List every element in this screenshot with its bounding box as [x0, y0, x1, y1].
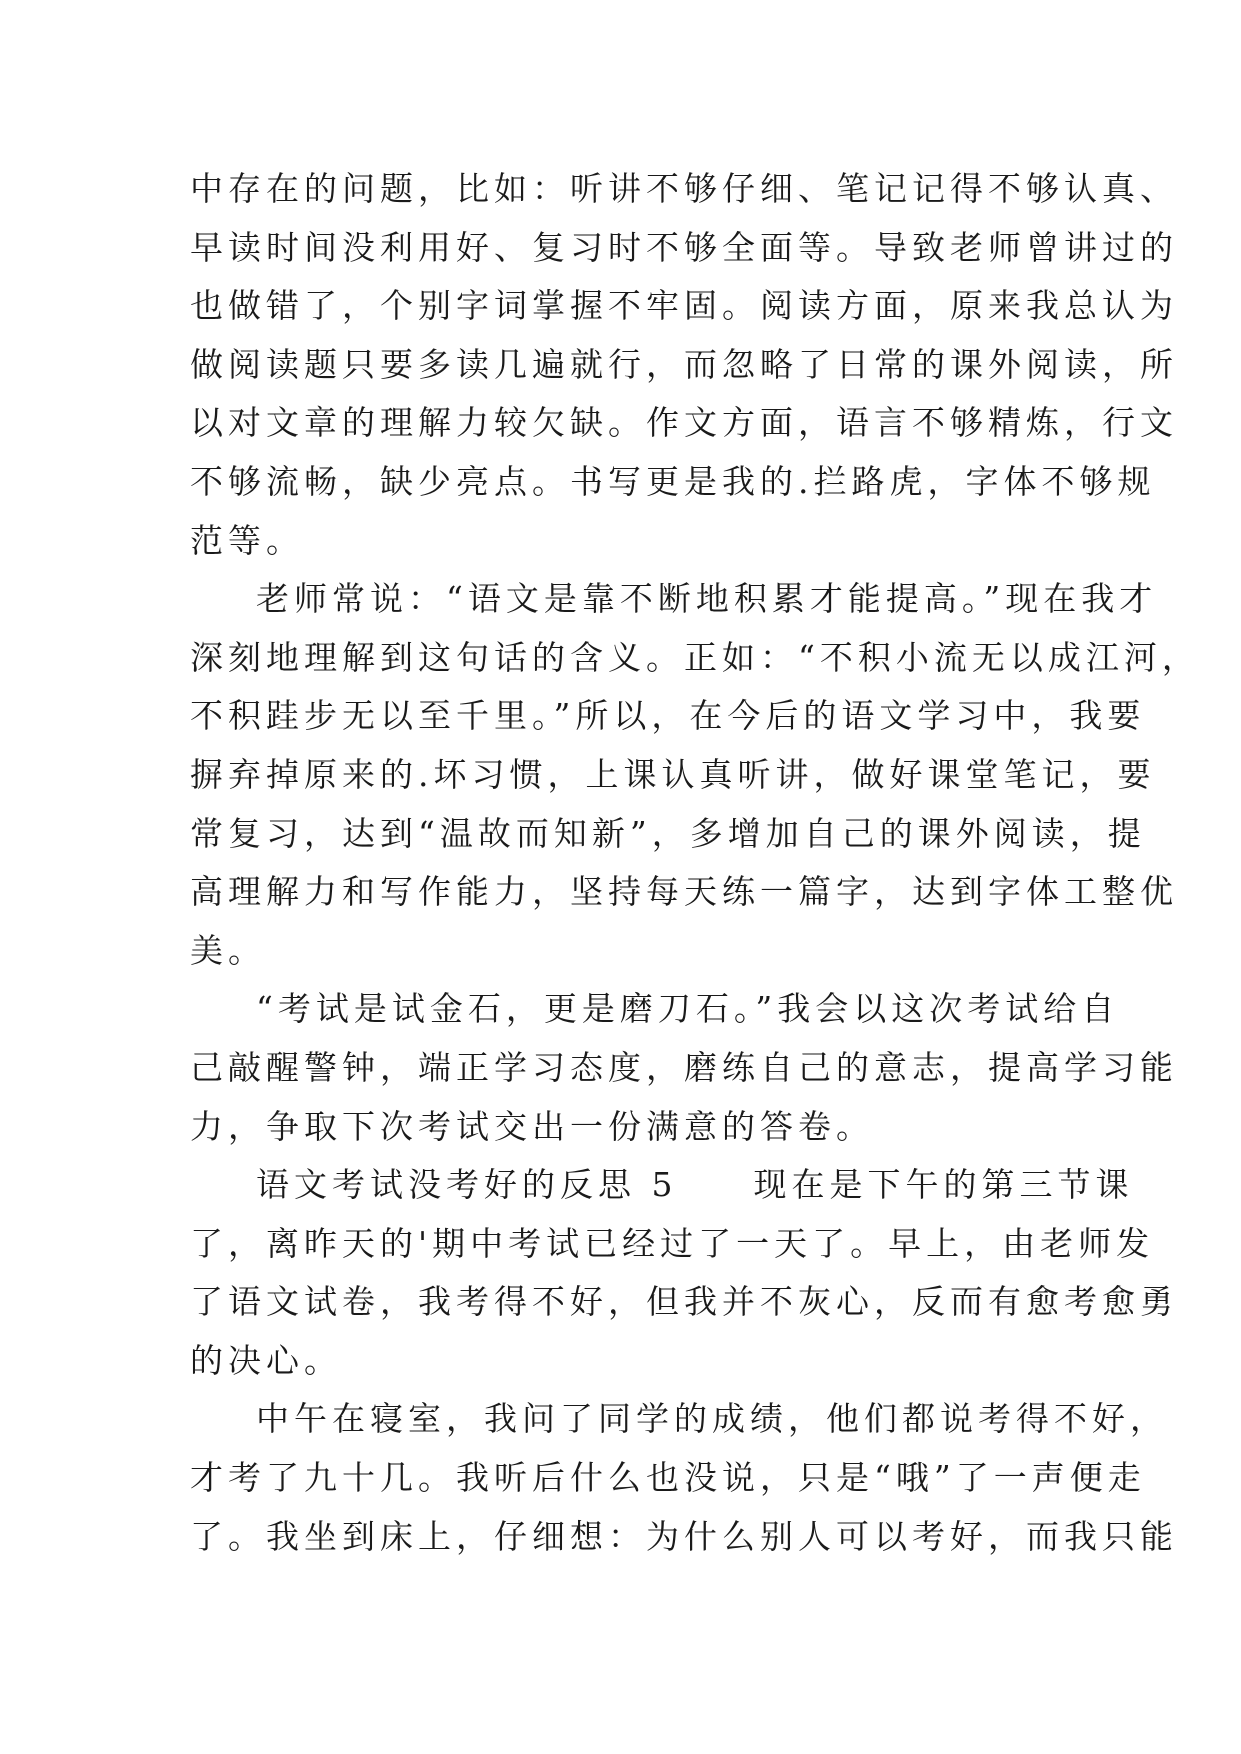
text-line: 才考了九十几。我听后什么也没说，只是“哦”了一声便走 [190, 1458, 1146, 1498]
text-line: 不积跬步无以至千里。”所以，在今后的语文学习中，我要 [190, 696, 1146, 736]
text-line: 做阅读题只要多读几遍就行，而忽略了日常的课外阅读，所 [190, 344, 1178, 384]
document-body [190, 160, 1200, 1566]
paragraph-start-line: 老师常说：“语文是靠不断地积累才能提高。”现在我才 [256, 579, 1158, 619]
text-line: 中存在的问题，比如：听讲不够仔细、笔记记得不够认真、 [190, 169, 1178, 208]
text-line: 以对文章的理解力较欠缺。作文方面，语言不够精炼，行文 [190, 403, 1178, 443]
text-line: 常复习，达到“温故而知新”，多增加自己的课外阅读，提 [190, 813, 1146, 853]
text-line: 范等。 [190, 520, 304, 560]
text-line: 摒弃掉原来的.坏习惯，上课认真听讲，做好课堂笔记，要 [190, 754, 1156, 794]
text-line: 了语文试卷，我考得不好，但我并不灰心，反而有愈考愈勇 [190, 1282, 1178, 1322]
text-line: 早读时间没利用好、复习时不够全面等。导致老师曾讲过的 [190, 227, 1178, 267]
text-line: 力，争取下次考试交出一份满意的答卷。 [190, 1106, 874, 1146]
text-line: 的决心。 [190, 1340, 342, 1380]
paragraph-start-line: “考试是试金石，更是磨刀石。”我会以这次考试给自 [256, 989, 1120, 1029]
text-line: 了，离昨天的'期中考试已经过了一天了。早上，由老师发 [190, 1223, 1155, 1263]
paragraph-start-line: 中午在寝室，我问了同学的成绩，他们都说考得不好， [256, 1399, 1168, 1439]
text-line: 深刻地理解到这句话的含义。正如：“不积小流无以成江河， [190, 637, 1200, 677]
text-line: 己敲醒警钟，端正学习态度，磨练自己的意志，提高学习能 [190, 1047, 1178, 1087]
text-line: 不够流畅，缺少亮点。书写更是我的.拦路虎，字体不够规 [190, 461, 1156, 501]
text-line: 美。 [190, 930, 266, 970]
section-heading-line: 语文考试没考好的反思 5 现在是下午的第三节课 [256, 1165, 1134, 1205]
text-line: 高理解力和写作能力，坚持每天练一篇字，达到字体工整优 [190, 872, 1178, 912]
text-line: 也做错了，个别字词掌握不牢固。阅读方面，原来我总认为 [190, 286, 1178, 326]
text-line: 了。我坐到床上，仔细想：为什么别人可以考好，而我只能 [190, 1516, 1178, 1556]
